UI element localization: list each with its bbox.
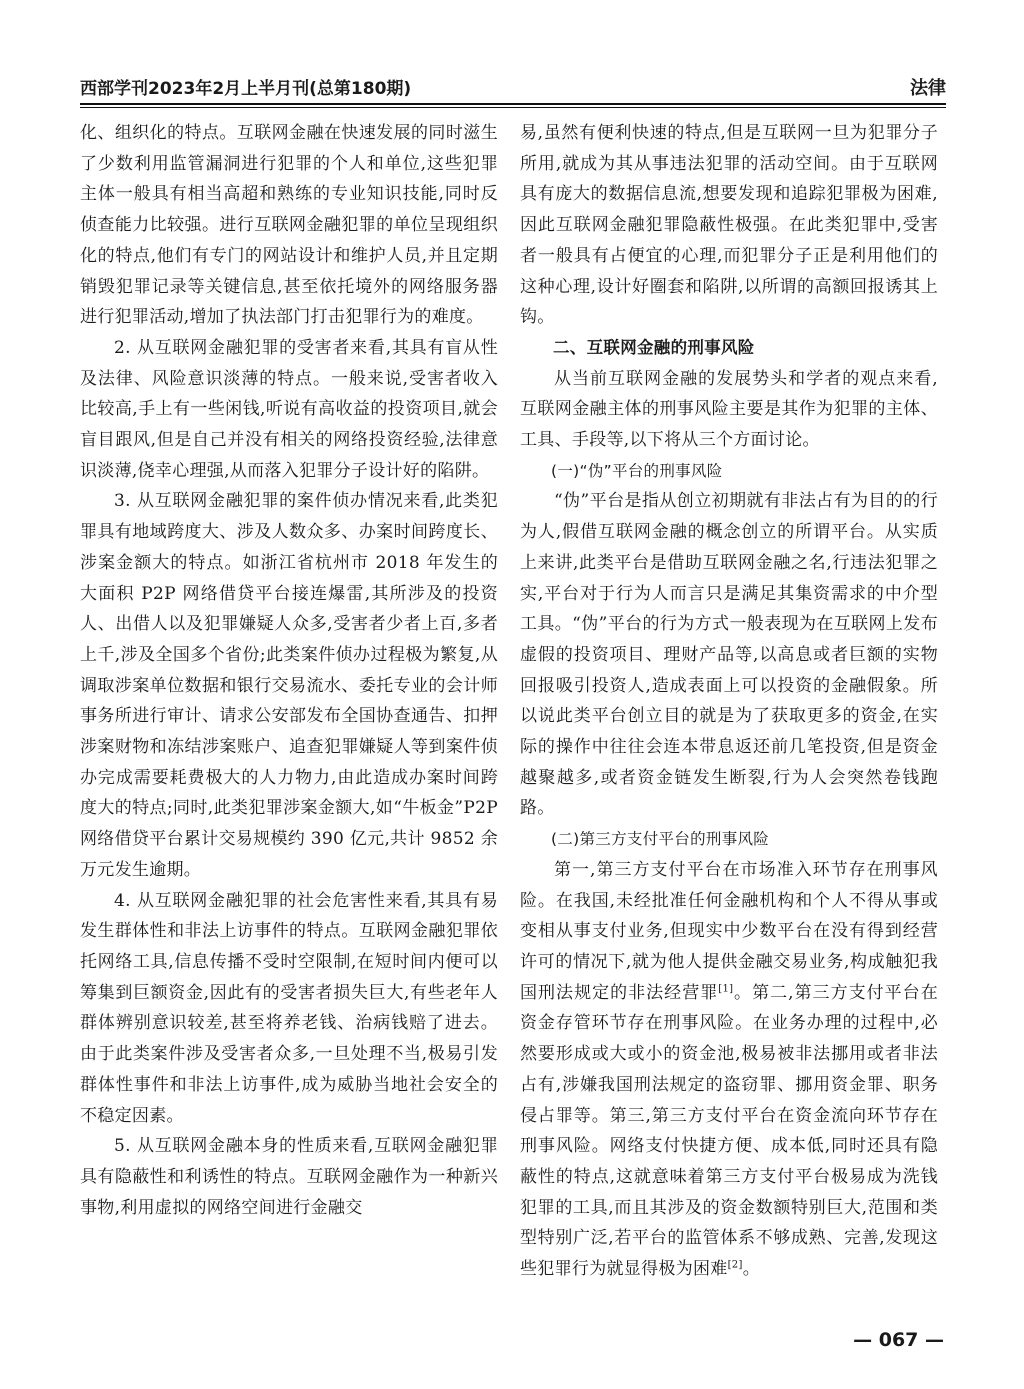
paragraph: 易,虽然有便利快速的特点,但是互联网一旦为犯罪分子所用,就成为其从事违法犯罪的活动空间。由于互联网具有庞大的数据信息流,想要发现和追踪犯罪极为困难,因此互联网金融犯罪隐蔽性极强。在此类犯罪中,受害者一般具有占便宜的心理,而犯罪分子正是利用他们的这种心理,设计好圈套和陷阱,以所谓的高额回报诱其上钩。	[520, 123, 938, 328]
paragraph-text: 。第二,第三方支付平台在资金存管环节存在刑事风险。在业务办理的过程中,必然要形成或大或小的资金池,极易被非法挪用或者非法占有,涉嫌我国刑法规定的盗窃罪、挪用资金罪、职务侵占罪等。第三,第三方支付平台在资金流向环节存在刑事风险。网络支付快捷方便、成本低,同时还具有隐蔽性的特点,这就意味着第三方支付平台极易成为洗钱犯罪的工具,而且其涉及的资金数额特别巨大,范围和类型特别广泛,若平台的监管体系不够成熟、完善,发现这些犯罪行为就显得极为困难	[520, 982, 938, 1280]
paragraph: 2. 从互联网金融犯罪的受害者来看,其具有盲从性及法律、风险意识淡薄的特点。一般来说,受害者收入比较高,手上有一些闲钱,听说有高收益的投资项目,就会盲目跟风,但是自己并没有相关的网络投资经验,法律意识淡薄,侥幸心理强,从而落入犯罪分子设计好的陷阱。	[80, 337, 498, 481]
paragraph: 3. 从互联网金融犯罪的案件侦办情况来看,此类犯罪具有地域跨度大、涉及人数众多、办案时间跨度长、涉案金额大的特点。如浙江省杭州市 2018 年发生的大面积 P2P 网络借贷平台接连爆雷,其所涉及的投资人、出借人以及犯罪嫌疑人众多,受害者少者上百,多者上千,涉及全国多个省份;此类案件侦办过程极为繁复,从调取涉案单位数据和银行交易流水、委托专业的会计师事务所进行审计、请求公安部发布全国协查通告、扣押涉案财物和冻结涉案账户、追查犯罪嫌疑人等到案件侦办完成需要耗费极大的人力物力,由此造成办案时间跨度大的特点;同时,此类犯罪涉案金额大,如“牛板金”P2P 网络借贷平台累计交易规模约 390 亿元,共计 9852 余万元发生逾期。	[80, 491, 498, 880]
paragraph-text: 第一,第三方支付平台在市场准入环节存在刑事风险。在我国,未经批准任何金融机构和个人不得从事或变相从事支付业务,但现实中少数平台在没有得到经营许可的情况下,就为他人提供金融交易业务,构成触犯我国刑法规定的非法经营罪	[520, 859, 938, 1003]
paragraph: 5. 从互联网金融本身的性质来看,互联网金融犯罪具有隐蔽性和利诱性的特点。互联网金融作为一种新兴事物,利用虚拟的网络空间进行金融交	[80, 1136, 498, 1218]
running-header	[80, 72, 946, 102]
journal-title: 西部学刊2023年2月上半月刊(总第180期)	[80, 79, 412, 99]
left-column	[80, 118, 498, 1223]
section-label: 法律	[910, 78, 946, 99]
header-rule-thin	[80, 107, 946, 108]
subsection-heading: (一)“伪”平台的刑事风险	[551, 461, 723, 480]
paragraph: 化、组织化的特点。互联网金融在快速发展的同时滋生了少数利用监管漏洞进行犯罪的个人和单位,这些犯罪主体一般具有相当高超和熟练的专业知识技能,同时反侦查能力比较强。进行互联网金融犯罪的单位呈现组织化的特点,他们有专门的网站设计和维护人员,并且定期销毁犯罪记录等关键信息,甚至依托境外的网络服务器进行犯罪活动,增加了执法部门打击犯罪行为的难度。	[80, 123, 498, 328]
right-column	[520, 118, 938, 1285]
header-rule-thick	[80, 103, 946, 105]
page-number: — 067 —	[853, 1329, 944, 1351]
citation-ref: [2]	[727, 1259, 743, 1271]
paragraph: 4. 从互联网金融犯罪的社会危害性来看,其具有易发生群体性和非法上访事件的特点。互联网金融犯罪依托网络工具,信息传播不受时空限制,在短时间内便可以筹集到巨额资金,因此有的受害者损失巨大,有些老年人群体辨别意识较差,甚至将养老钱、治病钱赔了进去。由于此类案件涉及受害者众多,一旦处理不当,极易引发群体性事件和非法上访事件,成为威胁当地社会安全的不稳定因素。	[80, 890, 498, 1126]
paragraph	[520, 855, 938, 1285]
section-heading: 二、互联网金融的刑事风险	[553, 337, 755, 357]
subsection-heading: (二)第三方支付平台的刑事风险	[551, 830, 770, 849]
paragraph-text: 。	[742, 1259, 760, 1280]
citation-ref: [1]	[718, 983, 734, 995]
paragraph: “伪”平台是指从创立初期就有非法占有为目的的行为人,假借互联网金融的概念创立的所谓平台。从实质上来讲,此类平台是借助互联网金融之名,行违法犯罪之实,平台对于行为人而言只是满足其集资需求的中介型工具。“伪”平台的行为方式一般表现为在互联网上发布虚假的投资项目、理财产品等,以高息或者巨额的实物回报吸引投资人,造成表面上可以投资的金融假象。所以说此类平台创立目的就是为了获取更多的资金,在实际的操作中往往会连本带息返还前几笔投资,但是资金越聚越多,或者资金链发生断裂,行为人会突然卷钱跑路。	[520, 491, 938, 819]
paragraph: 从当前互联网金融的发展势头和学者的观点来看,互联网金融主体的刑事风险主要是其作为犯罪的主体、工具、手段等,以下将从三个方面讨论。	[520, 368, 938, 451]
